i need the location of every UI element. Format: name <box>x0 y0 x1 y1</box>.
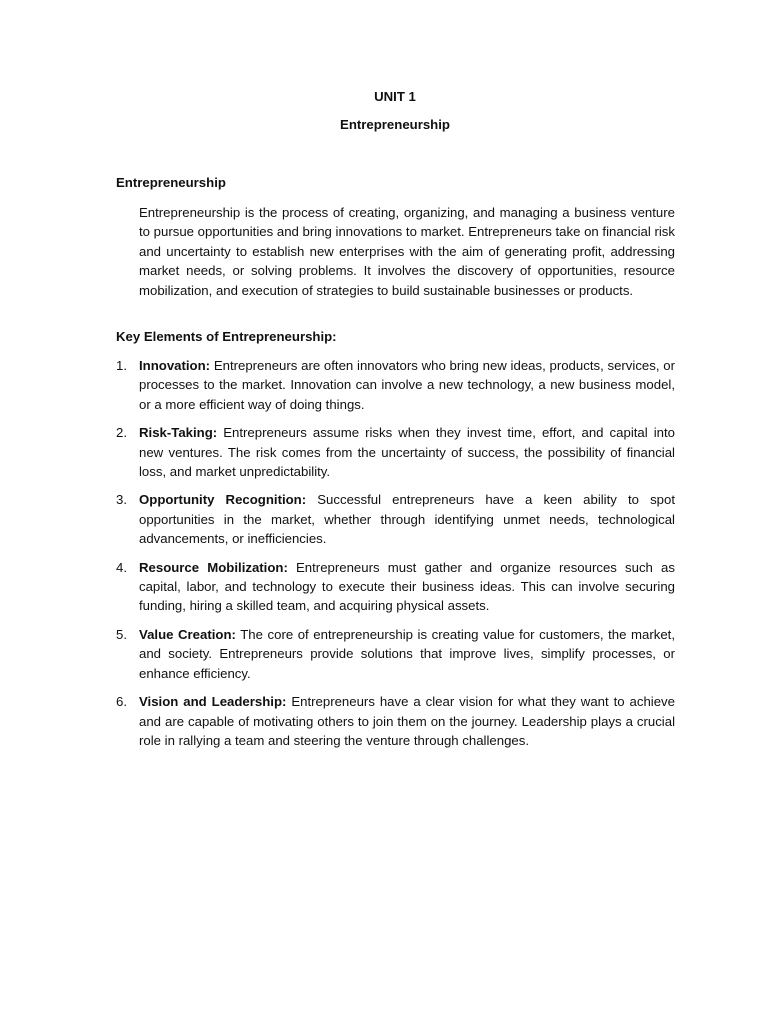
list-item-term: Opportunity Recognition: <box>139 492 307 508</box>
list-item-text: Entrepreneurs have a clear vision for what they want to achieve and are capable of motivating others to join them on the journey. Leadership plays a crucial role in rallying a team and steering the venture through challenges. <box>139 694 675 748</box>
list-item-text: Entrepreneurs are often innovators who bring new ideas, products, services, or processes to the market. Innovation can involve a new technology, a new business model, or a more efficient way of doing things. <box>139 358 675 412</box>
list-item <box>116 692 675 750</box>
document-title: Entrepreneurship <box>340 117 450 132</box>
list-item-term: Risk-Taking: <box>139 425 218 441</box>
list-item-number: 1. <box>116 358 127 373</box>
list-item <box>116 625 675 683</box>
list-item <box>116 356 675 414</box>
list-item-number: 3. <box>116 492 127 508</box>
list-item-number: 4. <box>116 559 127 575</box>
list-item <box>116 558 675 616</box>
list-item-number: 2. <box>116 425 127 441</box>
list-item <box>116 490 675 548</box>
list-item-text: The core of entrepreneurship is creating value for customers, the market, and society. Entrepreneurs provide solutions that improve lives, simplify processes, or enhance efficiency. <box>139 626 675 681</box>
list-item <box>116 423 675 481</box>
list-item-text: Entrepreneurs must gather and organize resources such as capital, labor, and technology to execute their business ideas. This can involve securing funding, hiring a skilled team, and acquiring physical assets. <box>139 559 675 614</box>
list-item-term: Innovation: <box>139 358 211 373</box>
key-elements-list <box>116 356 675 759</box>
list-item-term: Resource Mobilization: <box>139 559 288 575</box>
list-item-text: Successful entrepreneurs have a keen ability to spot opportunities in the market, whether through identifying unmet needs, technological advancements, or inefficiencies. <box>139 492 675 547</box>
section-heading: Entrepreneurship <box>116 175 226 190</box>
key-elements-heading: Key Elements of Entrepreneurship: <box>116 329 337 344</box>
intro-paragraph: Entrepreneurship is the process of creating, organizing, and managing a business venture to pursue opportunities and bring innovations to market. Entrepreneurs take on financial risk and uncertainty to establish new enterprises with the aim of generating profit, addressing market needs, or solving problems. It involves the discovery of opportunities, resource mobilization, and execution of strategies to build sustainable businesses or products. <box>139 205 675 298</box>
list-item-term: Vision and Leadership: <box>139 694 287 710</box>
list-item-number: 5. <box>116 626 127 642</box>
list-item-text: Entrepreneurs assume risks when they invest time, effort, and capital into new ventures. The risk comes from the uncertainty of success, the possibility of financial loss, and market unpredictability. <box>139 425 675 480</box>
list-item-number: 6. <box>116 694 127 710</box>
list-item-term: Value Creation: <box>139 626 236 642</box>
unit-label: UNIT 1 <box>374 89 416 104</box>
